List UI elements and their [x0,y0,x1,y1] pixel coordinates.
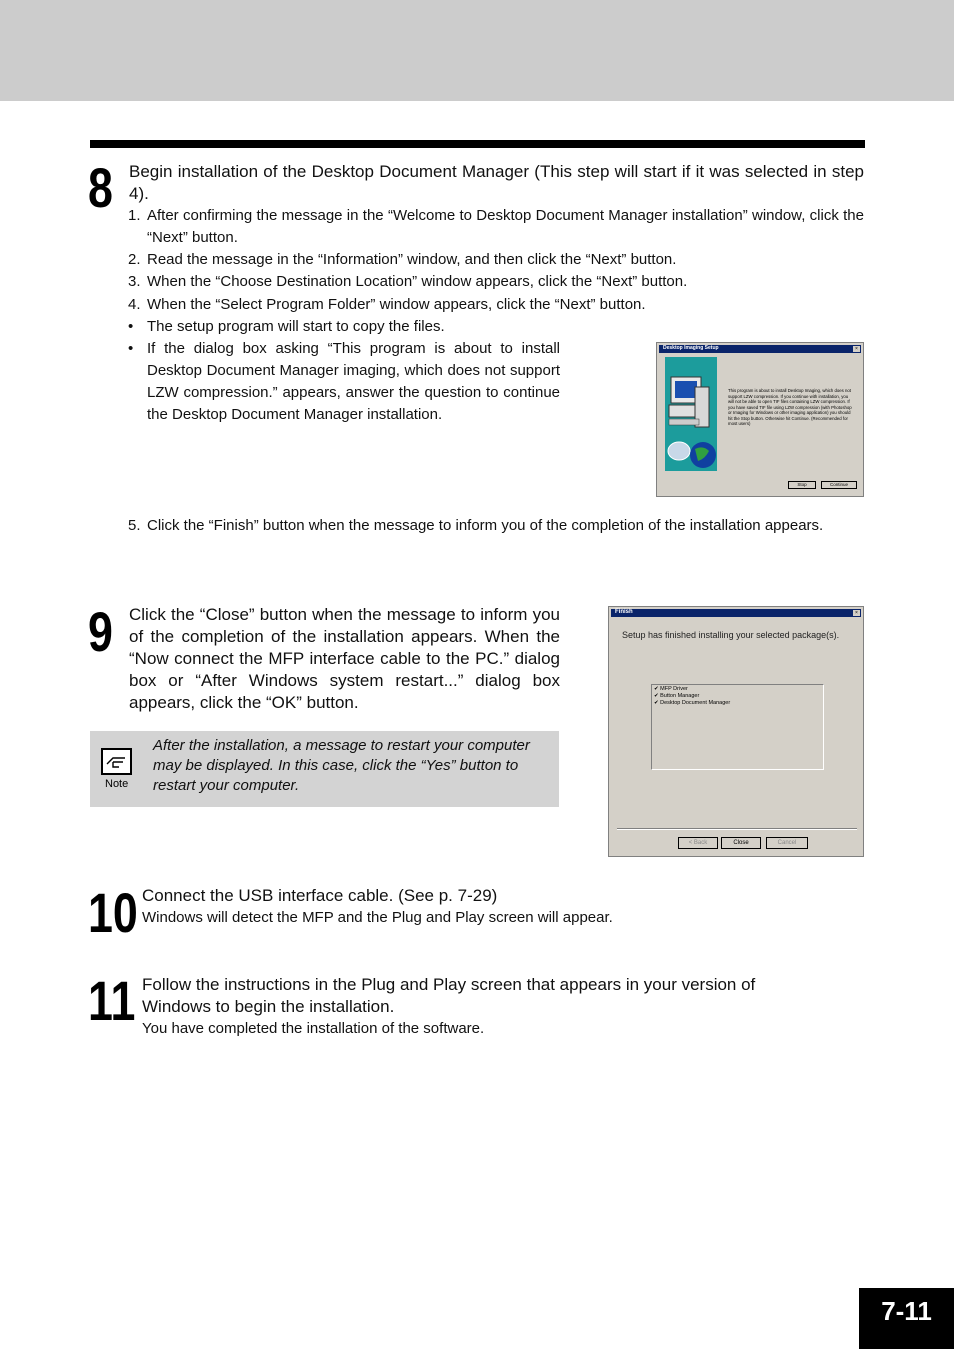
dialog-separator [617,828,857,830]
step-11-number: 11 [88,969,136,1032]
bullet-marker: • [128,340,134,357]
dialog-title: Finish [615,609,633,615]
item-marker: 5. [128,517,141,534]
stop-button[interactable]: Stop [788,481,816,489]
desktop-imaging-setup-screenshot [656,342,864,497]
item-marker: 3. [128,273,141,290]
step-10-number: 10 [88,881,138,944]
step-8-number: 8 [88,156,113,219]
note-text: After the installation, a message to restart your computer may be displayed. In this case, click the “Yes” button to restart your computer. [153,737,530,794]
bullet-marker: • [128,318,134,335]
note-icon [101,748,132,775]
item-text: When the “Choose Destination Location” window appears, click the “Next” button. [147,273,688,290]
dialog-title: Desktop Imaging Setup [663,345,719,351]
note-box [90,731,559,807]
section-rule [90,140,865,148]
step-8-item-1 [128,205,864,249]
step-11-lead: Follow the instructions in the Plug and Play screen that appears in your version of Windows to begin the installation. [142,975,756,1016]
page-number: 7-11 [859,1288,954,1349]
item-text: When the “Select Program Folder” window appears, click the “Next” button. [147,296,646,313]
package-item: ✔ Button Manager [654,693,700,699]
finish-dialog-screenshot [608,606,864,857]
setup-illustration [665,357,717,471]
step-11-sub: You have completed the installation of the software. [142,1020,485,1037]
step-8-item-5 [128,515,864,559]
item-text: After confirming the message in the “Welcome to Desktop Document Manager installation” window, click the “Next” button. [147,207,864,246]
dialog-message: Setup has finished installing your selected package(s). [622,630,840,640]
step-8-bullet-2 [128,338,560,426]
step-8-item-3 [128,271,864,293]
header-band [0,0,954,101]
item-marker: 4. [128,296,141,313]
close-icon: × [853,346,860,352]
package-list [651,684,824,770]
step-9-lead: Click the “Close” button when the message to inform you of the completion of the installation appears. When the “Now connect the MFP interface cable to the PC.” dialog box or “After Windows system restart...” dialog box appears, click the “OK” button. [129,605,560,712]
step-9-number: 9 [88,600,113,663]
continue-button[interactable]: Continue [821,481,857,489]
bullet-text: If the dialog box asking “This program is about to install Desktop Document Manager imaging, which does not support LZW compression.” appears, answer the question to continue the Desktop Document Manager installation. [147,340,560,423]
bullet-text: The setup program will start to copy the files. [147,318,445,335]
item-marker: 2. [128,251,141,268]
close-button[interactable]: Close [721,837,761,849]
dialog-title-bar [659,345,861,353]
step-8-bullet-1 [128,316,864,338]
dialog-message: This program is about to install Desktop Imaging, which does not support LZW compression. If you continue with installation, you will not be able to open TIF files containing LZW compression. If you have saved TIF file using LZW compression (with Photoshop or Imaging for Windows or other imaging application) you should hit the Stop button. Otherwise hit Continue. (Recommended for most users) [728,388,852,426]
item-text: Click the “Finish” button when the message to inform you of the completion of the installation appears. [147,517,824,534]
step-8-item-4 [128,294,864,316]
dialog-title-bar [611,609,861,617]
back-button[interactable]: < Back [678,837,718,849]
step-10-sub: Windows will detect the MFP and the Plug and Play screen will appear. [142,909,613,926]
item-marker: 1. [128,207,141,224]
step-8-lead: Begin installation of the Desktop Document Manager (This step will start if it was selected in step 4). [129,162,864,203]
package-item: ✔ MFP Driver [654,686,688,692]
step-10-lead: Connect the USB interface cable. (See p. 7-29) [142,886,498,905]
note-label: Note [105,778,129,790]
package-item: ✔ Desktop Document Manager [654,700,731,706]
step-8-item-2 [128,249,864,271]
cancel-button[interactable]: Cancel [766,837,808,849]
item-text: Read the message in the “Information” window, and then click the “Next” button. [147,251,677,268]
close-icon: × [853,610,860,616]
